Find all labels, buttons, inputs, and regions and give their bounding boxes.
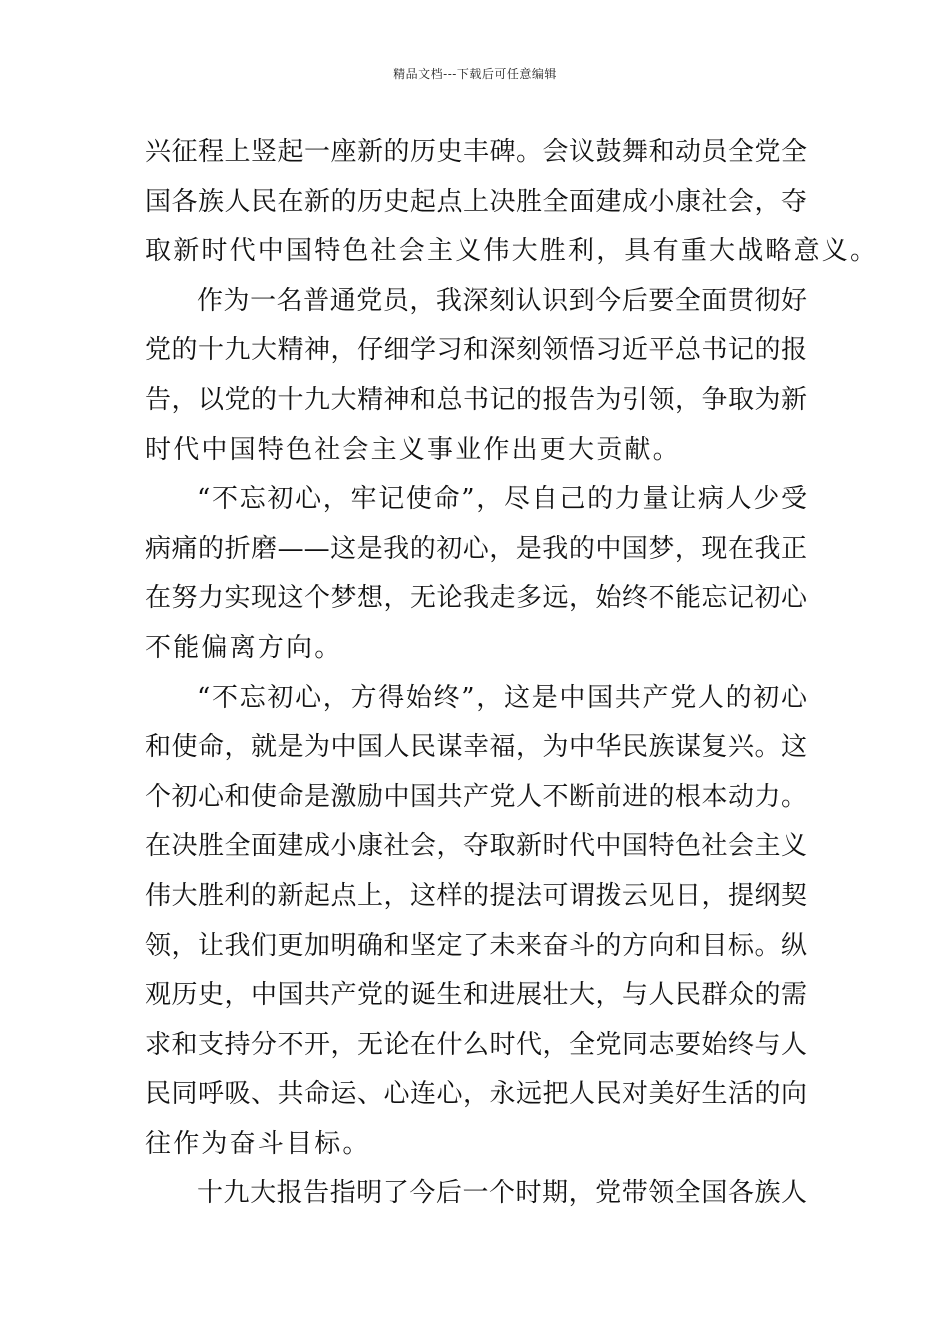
page-header: 精品文档---下载后可任意编辑 (393, 67, 557, 81)
text-line: 告，以党的十九大精神和总书记的报告为引领，争取为新 (145, 384, 807, 415)
text-line: 和使命，就是为中国人民谋幸福，为中华民族谋复兴。这 (145, 732, 807, 763)
text-line: 个初心和使命是激励中国共产党人不断前进的根本动力。 (145, 781, 807, 812)
text-line: 病痛的折磨——这是我的初心，是我的中国梦，现在我正 (145, 533, 807, 564)
text-line: “不忘初心，牢记使命”，尽自己的力量让病人少受 (197, 484, 807, 515)
text-line: 在决胜全面建成小康社会，夺取新时代中国特色社会主义 (145, 831, 807, 862)
paragraph (145, 128, 879, 277)
text-line: 不能偏离方向。 (145, 632, 343, 663)
document-body (145, 128, 879, 1219)
text-line: 作为一名普通党员，我深刻认识到今后要全面贯彻好 (197, 285, 807, 316)
text-line: 民同呼吸、共命运、心连心，永远把人民对美好生活的向 (145, 1079, 807, 1110)
text-line: 在努力实现这个梦想，无论我走多远，始终不能忘记初心 (145, 583, 807, 614)
text-line: 时代中国特色社会主义事业作出更大贡献。 (145, 434, 681, 465)
text-line: 往作为奋斗目标。 (145, 1128, 371, 1159)
text-line: 党的十九大精神，仔细学习和深刻领悟习近平总书记的报 (145, 335, 807, 366)
text-line: 观历史，中国共产党的诞生和进展壮大，与人民群众的需 (145, 980, 807, 1011)
text-line: 伟大胜利的新起点上，这样的提法可谓拨云见日，提纲契 (145, 880, 807, 911)
paragraph (145, 277, 807, 475)
paragraph (145, 1169, 807, 1219)
paragraph (145, 475, 807, 673)
text-line: 国各族人民在新的历史起点上决胜全面建成小康社会，夺 (145, 186, 807, 217)
text-line: 十九大报告指明了今后一个时期，党带领全国各族人 (197, 1178, 807, 1209)
text-line: 兴征程上竖起一座新的历史丰碑。会议鼓舞和动员全党全 (145, 137, 807, 167)
text-line: 取新时代中国特色社会主义伟大胜利，具有重大战略意义。 (145, 236, 879, 267)
text-line: 领，让我们更加明确和坚定了未来奋斗的方向和目标。纵 (145, 930, 807, 961)
paragraph (145, 674, 807, 1170)
text-line: “不忘初心，方得始终”，这是中国共产党人的初心 (197, 682, 807, 713)
text-line: 求和支持分不开，无论在什么时代，全党同志要始终与人 (145, 1029, 807, 1060)
